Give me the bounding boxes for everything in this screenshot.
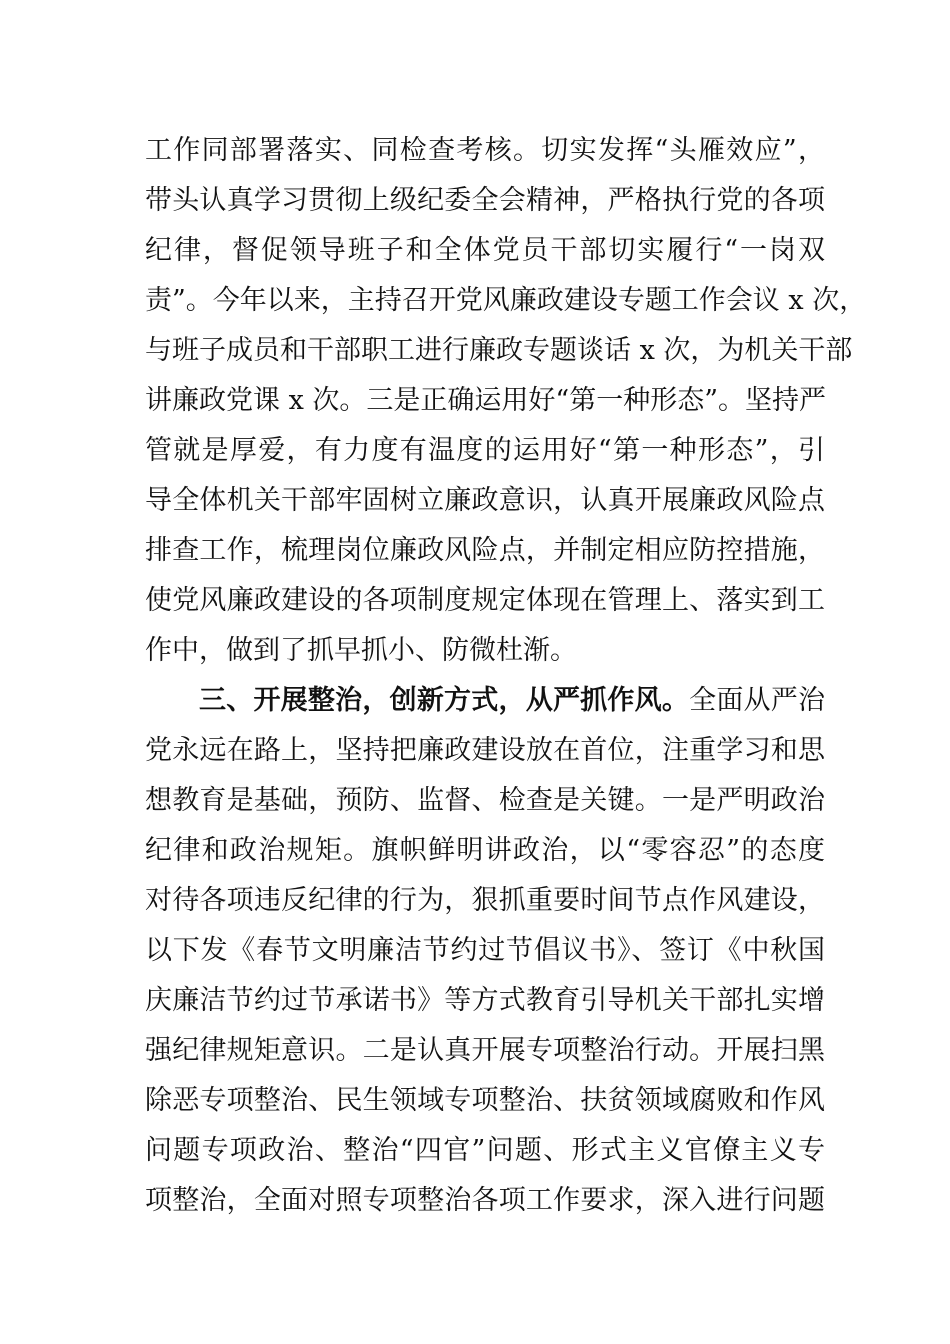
paragraph-line: 责”。今年以来，主持召开党风廉政建设专题工作会议 x 次， [145, 285, 867, 316]
paragraph-line: 使党风廉政建设的各项制度规定体现在管理上、落实到工 [145, 585, 825, 616]
paragraph-line: 作中，做到了抓早抓小、防微杜渐。 [145, 635, 577, 666]
paragraph-line: 纪律，督促领导班子和全体党员干部切实履行“一岗双 [145, 235, 825, 266]
paragraph-line: 除恶专项整治、民生领域专项整治、扶贫领域腐败和作风 [145, 1085, 825, 1116]
paragraph-line: 纪律和政治规矩。旗帜鲜明讲政治，以“零容忍”的态度 [145, 835, 825, 866]
paragraph-line: 带头认真学习贯彻上级纪委全会精神，严格执行党的各项 [145, 185, 825, 216]
paragraph-line: 强纪律规矩意识。二是认真开展专项整治行动。开展扫黑 [145, 1035, 825, 1066]
paragraph-line: 想教育是基础，预防、监督、检查是关键。一是严明政治 [145, 785, 825, 816]
section-heading-line [199, 683, 825, 719]
paragraph-line: 庆廉洁节约过节承诺书》等方式教育引导机关干部扎实增 [145, 985, 825, 1016]
paragraph-line: 工作同部署落实、同检查考核。切实发挥“头雁效应”， [145, 135, 825, 166]
section-heading: 三、开展整治，创新方式，从严抓作风。 [199, 685, 690, 716]
paragraph-line: 党永远在路上，坚持把廉政建设放在首位，注重学习和思 [145, 735, 825, 766]
paragraph-line: 讲廉政党课 x 次。三是正确运用好“第一种形态”。坚持严 [145, 385, 826, 416]
paragraph-line: 与班子成员和干部职工进行廉政专题谈话 x 次，为机关干部 [145, 335, 853, 366]
paragraph-line: 问题专项政治、整治“四官”问题、形式主义官僚主义专 [145, 1135, 825, 1166]
paragraph-line: 项整治，全面对照专项整治各项工作要求，深入进行问题 [145, 1185, 825, 1216]
paragraph-line: 排查工作，梳理岗位廉政风险点，并制定相应防控措施， [145, 535, 825, 566]
paragraph-line: 导全体机关干部牢固树立廉政意识，认真开展廉政风险点 [145, 485, 825, 516]
paragraph-line: 以下发《春节文明廉洁节约过节倡议书》、签订《中秋国 [145, 935, 825, 966]
paragraph-line: 对待各项违反纪律的行为，狠抓重要时间节点作风建设， [145, 885, 825, 916]
section-heading-continuation: 全面从严治 [689, 685, 826, 716]
paragraph-line: 管就是厚爱，有力度有温度的运用好“第一种形态”，引 [145, 435, 825, 466]
